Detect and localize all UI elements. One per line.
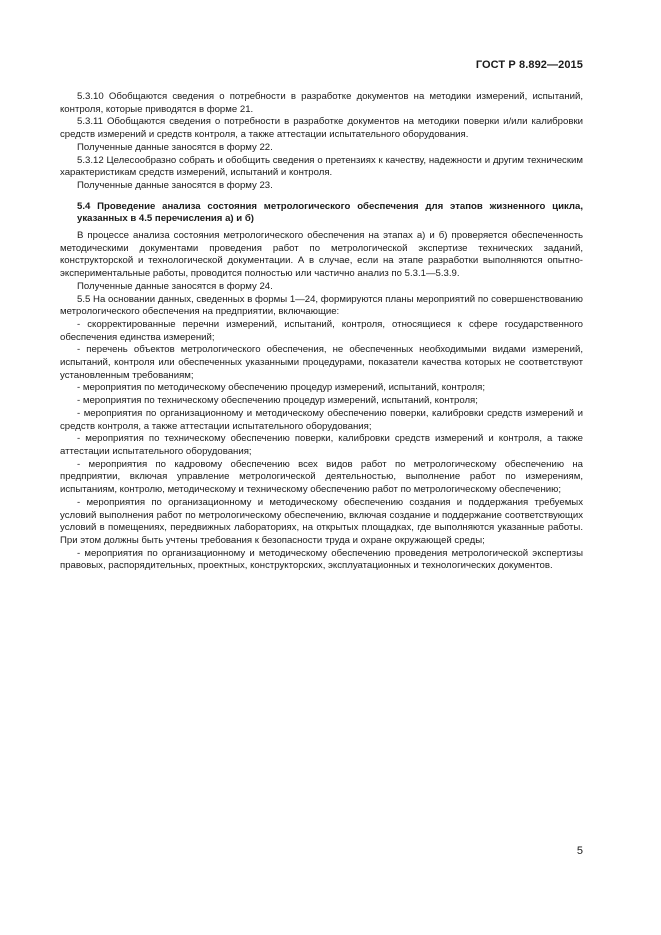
list-item: - мероприятия по организационному и методическому обеспечению проведения метрологической экспертизы правовых, распорядительных, проектных, конструкторских, эксплуатационных и технологических документов. (60, 547, 583, 572)
paragraph-5-5: 5.5 На основании данных, сведенных в формы 1—24, формируются планы мероприятий по совершенствованию метрологического обеспечения на предприятии, включающие: (60, 293, 583, 318)
section-heading-5-4: 5.4 Проведение анализа состояния метрологического обеспечения для этапов жизненного цикла, указанных в 4.5 перечисления а) и б) (77, 200, 583, 225)
list-item: - мероприятия по организационному и методическому обеспечению создания и поддержания требуемых условий выполнения работ по метрологическому обеспечению, включая создание и поддержание соответствующих условий в помещениях, передвижных лабораториях, на открытых площадках, где выполняются указанные работы. При этом должны быть учтены требования к безопасности труда и охране окружающей среды; (60, 496, 583, 546)
paragraph-form-22: Полученные данные заносятся в форму 22. (77, 141, 273, 153)
paragraph-5-3-10: 5.3.10 Обобщаются сведения о потребности в разработке документов на методики измерений, испытаний, контроля, которые приводятся в форме 21. (60, 91, 583, 115)
paragraph-form-24: Полученные данные заносятся в форму 24. (77, 280, 273, 292)
paragraph-5-3-11: 5.3.11 Обобщаются сведения о потребности в разработке документов на методики поверки и/или калибровки средств измерений и средств контроля, а также аттестации испытательного оборудования. (60, 116, 583, 141)
paragraph-form-23: Полученные данные заносятся в форму 23. (77, 179, 273, 191)
list-item: - мероприятия по техническому обеспечению процедур измерений, испытаний, контроля; (77, 395, 478, 407)
list-item: - мероприятия по методическому обеспечению процедур измерений, испытаний, контроля; (77, 382, 486, 394)
list-item: - перечень объектов метрологического обеспечения, не обеспеченных необходимыми видами измерений, испытаний, контроля или обеспеченных указанными процедурами, показатели качества которых не соответствуют установленным требованиям; (60, 344, 583, 381)
paragraph-analysis: В процессе анализа состояния метрологического обеспечения на этапах а) и б) проверяется обеспеченность методическими документами проведения работ по метрологической экспертизе технических заданий, конструкторской и технологической документации. А в случае, если на этапе разработки выполняются опытно-экспериментальные работы, проводится полностью или частично анализ по 5.3.1—5.3.9. (60, 230, 583, 280)
paragraph-5-3-12: 5.3.12 Целесообразно собрать и обобщить сведения о претензиях к качеству, надежности и другим техническим характеристикам средств измерений, испытаний и контроля. (60, 154, 583, 179)
list-item: - мероприятия по техническому обеспечению поверки, калибровки средств измерений и контроля, а также аттестации испытательного оборудования; (60, 433, 583, 457)
list-item: - мероприятия по кадровому обеспечению всех видов работ по метрологическому обеспечению на предприятии, включая управление метрологической деятельностью, выполнение работ по измерениям, испытаниям, контролю, методическому и техническому обеспечению работ по метрологическому обеспечению; (60, 458, 583, 496)
list-item: - скорректированные перечни измерений, испытаний, контроля, относящиеся к сфере государственного обеспечения единства измерений; (60, 318, 583, 343)
page-number: 5 (576, 845, 583, 857)
document-body (60, 91, 583, 573)
document-id-header: ГОСТ Р 8.892—2015 (475, 59, 583, 71)
list-item: - мероприятия по организационному и методическому обеспечению поверки, калибровки средств измерений и средств контроля, а также аттестации испытательного оборудования; (60, 407, 583, 432)
